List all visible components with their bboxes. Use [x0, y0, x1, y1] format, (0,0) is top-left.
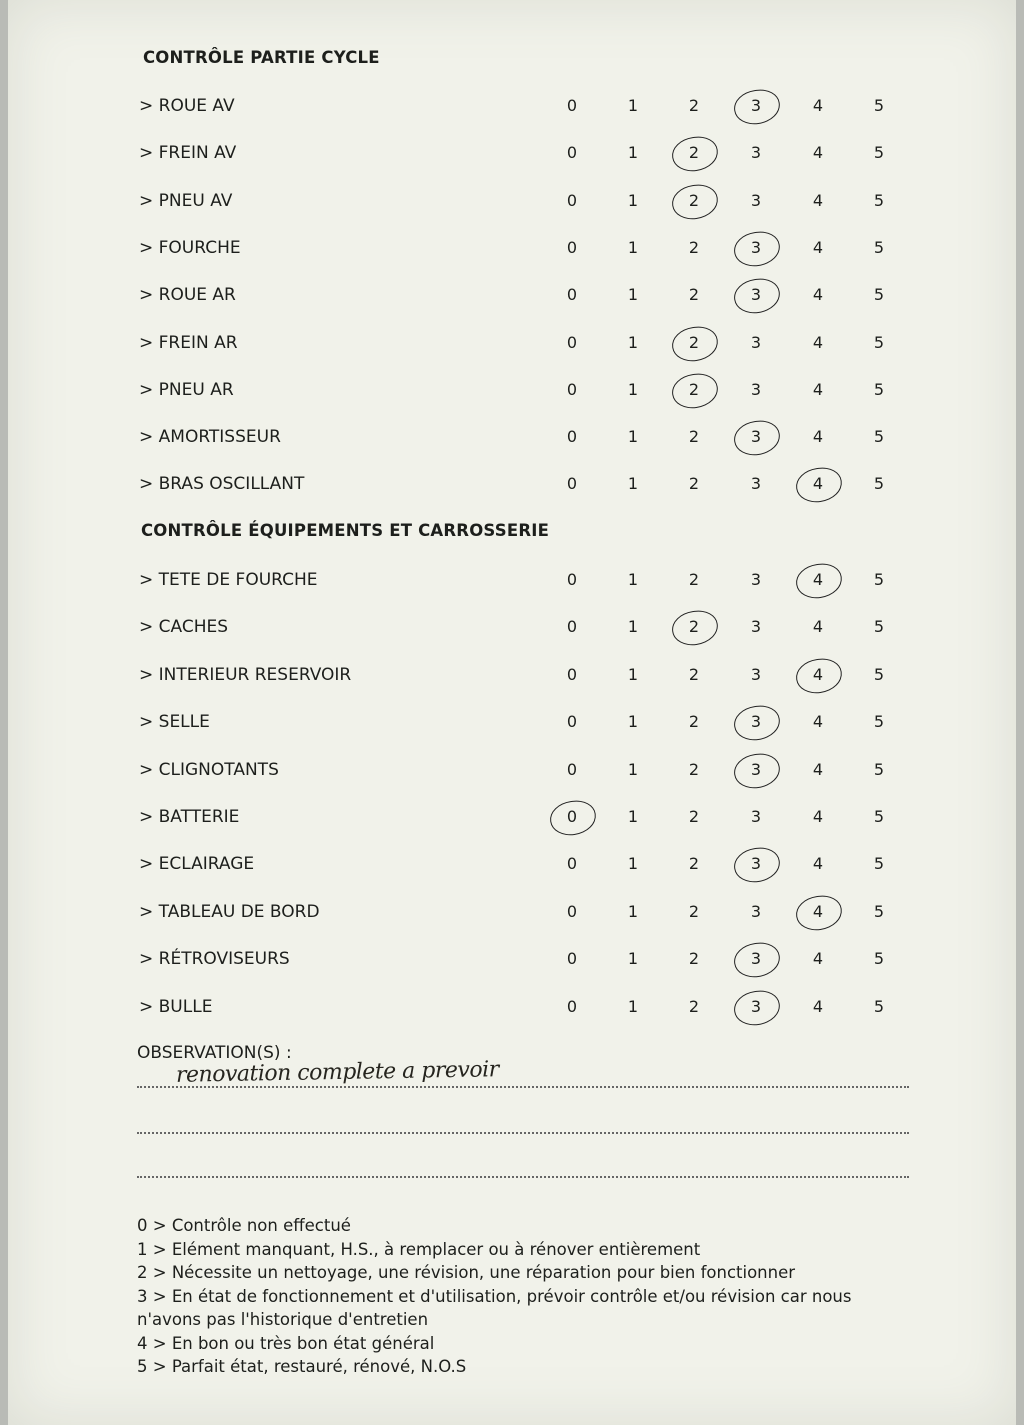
score-option[interactable]: 5 [873, 237, 885, 257]
score-option[interactable]: 4 [812, 96, 824, 115]
legend-item: 0 > Contrôle non effectué [137, 1216, 351, 1235]
checklist-row [8, 469, 1016, 499]
score-option[interactable]: 1 [627, 664, 639, 684]
score-option[interactable]: 3 [750, 664, 762, 684]
score-option-circled[interactable]: 4 [798, 469, 838, 499]
checklist-item-label: > RÉTROVISEURS [139, 949, 290, 970]
score-option[interactable]: 0 [566, 996, 578, 1016]
observations-line-3 [137, 1176, 909, 1178]
score-option[interactable]: 2 [688, 237, 700, 257]
score-option[interactable]: 4 [812, 237, 824, 257]
score-option[interactable]: 0 [566, 854, 578, 874]
checklist-row [8, 992, 1016, 1022]
checklist-row [8, 755, 1016, 785]
score-option[interactable]: 5 [873, 570, 885, 589]
score-option[interactable]: 2 [688, 285, 700, 305]
score-option-circled[interactable]: 0 [552, 802, 592, 832]
score-option-circled[interactable]: 3 [736, 992, 776, 1022]
legend-item: 1 > Elément manquant, H.S., à remplacer ou à rénover entièrement [137, 1239, 701, 1259]
score-option[interactable]: 5 [873, 617, 885, 637]
score-option[interactable]: 5 [873, 143, 885, 163]
score-option[interactable]: 4 [812, 807, 824, 826]
score-option[interactable]: 1 [627, 285, 639, 305]
score-option[interactable]: 0 [566, 759, 578, 779]
score-option[interactable]: 2 [688, 474, 700, 494]
score-option[interactable]: 1 [627, 332, 639, 352]
checklist-row [8, 91, 1016, 121]
score-option[interactable]: 1 [627, 807, 639, 826]
score-option-circled[interactable]: 3 [736, 422, 776, 452]
score-option-circled[interactable]: 2 [674, 612, 714, 642]
score-option[interactable]: 5 [873, 474, 885, 494]
score-option[interactable]: 4 [812, 759, 824, 779]
score-option[interactable]: 5 [873, 759, 885, 779]
score-option[interactable]: 1 [627, 901, 639, 921]
checklist-item-label: > PNEU AR [139, 379, 234, 400]
scoring-legend [137, 1214, 907, 1379]
score-option[interactable]: 5 [873, 901, 885, 921]
score-option[interactable]: 3 [750, 379, 762, 399]
observations-handwritten-note: renovation complete a prevoir [175, 1057, 499, 1088]
legend-item: 3 > En état de fonctionnement et d'utilisation, prévoir contrôle et/ou révision car nous n'avons pas l'historique d'entretien [137, 1286, 852, 1329]
checklist-item-label: > PNEU AV [139, 190, 233, 211]
score-option[interactable]: 2 [688, 901, 700, 921]
score-option[interactable]: 1 [627, 96, 639, 115]
checklist-row [8, 802, 1016, 832]
score-option[interactable]: 5 [873, 285, 885, 305]
score-option[interactable]: 0 [566, 379, 578, 399]
score-option[interactable]: 4 [812, 996, 824, 1016]
score-option[interactable]: 3 [750, 807, 762, 826]
checklist-row [8, 897, 1016, 927]
score-option-circled[interactable]: 3 [736, 849, 776, 879]
score-option-circled[interactable]: 3 [736, 233, 776, 263]
score-option[interactable]: 0 [566, 427, 578, 447]
score-option[interactable]: 5 [873, 96, 885, 115]
score-option[interactable]: 1 [627, 237, 639, 257]
score-option[interactable]: 2 [688, 854, 700, 874]
score-option-circled[interactable]: 3 [736, 755, 776, 785]
score-option-circled[interactable]: 3 [736, 91, 776, 121]
score-option-circled[interactable]: 4 [798, 897, 838, 927]
score-option[interactable]: 1 [627, 617, 639, 637]
checklist-item-label: > CLIGNOTANTS [139, 759, 279, 780]
score-option[interactable]: 4 [812, 379, 824, 399]
score-option[interactable]: 3 [750, 901, 762, 921]
score-option[interactable]: 1 [627, 759, 639, 779]
score-option-circled[interactable]: 2 [674, 375, 714, 405]
checklist-item-label: > ROUE AV [139, 96, 235, 116]
checklist-item-label: > ECLAIRAGE [139, 854, 255, 875]
score-option[interactable]: 4 [812, 143, 824, 163]
checklist-row [8, 422, 1016, 452]
score-option[interactable]: 5 [873, 664, 885, 684]
checklist-item-label: > SELLE [139, 712, 210, 733]
score-option-circled[interactable]: 3 [736, 280, 776, 310]
checklist-sheet [8, 0, 1016, 1425]
score-option[interactable]: 3 [750, 474, 762, 494]
score-option[interactable]: 1 [627, 854, 639, 874]
score-option[interactable]: 0 [566, 96, 578, 115]
score-option[interactable]: 1 [627, 190, 639, 210]
score-option[interactable]: 5 [873, 190, 885, 210]
checklist-item-label: > FOURCHE [139, 237, 241, 258]
legend-item: 5 > Parfait état, restauré, rénové, N.O.S [137, 1357, 467, 1376]
score-option[interactable]: 5 [873, 807, 885, 826]
score-option-circled[interactable]: 4 [798, 565, 838, 595]
checklist-row [8, 328, 1016, 358]
score-option[interactable]: 2 [688, 570, 700, 589]
observations-line-2 [137, 1132, 909, 1134]
score-option[interactable]: 2 [688, 996, 700, 1016]
score-option[interactable]: 2 [688, 759, 700, 779]
checklist-item-label: > ROUE AR [139, 285, 236, 306]
score-option[interactable]: 4 [812, 285, 824, 305]
score-option[interactable]: 2 [688, 427, 700, 447]
checklist-item-label: > FREIN AR [139, 332, 238, 353]
checklist-item-label: > INTERIEUR RESERVOIR [139, 664, 352, 685]
observations-label: OBSERVATION(S) : [137, 1043, 292, 1063]
score-option-circled[interactable]: 2 [674, 328, 714, 358]
score-option[interactable]: 5 [873, 854, 885, 874]
observations-line-1 [137, 1086, 909, 1088]
score-option[interactable]: 0 [566, 143, 578, 163]
score-option[interactable]: 2 [688, 664, 700, 684]
score-option[interactable]: 0 [566, 285, 578, 305]
checklist-item-label: > BATTERIE [139, 807, 240, 827]
legend-item: 4 > En bon ou très bon état général [137, 1333, 435, 1353]
score-option[interactable]: 1 [627, 379, 639, 399]
score-option[interactable]: 0 [566, 617, 578, 637]
checklist-row [8, 612, 1016, 642]
score-option[interactable]: 3 [750, 143, 762, 163]
checklist-row [8, 707, 1016, 737]
score-option-circled[interactable]: 3 [736, 707, 776, 737]
score-option[interactable]: 5 [873, 996, 885, 1016]
checklist-row [8, 660, 1016, 690]
checklist-row [8, 849, 1016, 879]
score-option[interactable]: 1 [627, 712, 639, 732]
score-option[interactable]: 2 [688, 712, 700, 732]
checklist-item-label: > BRAS OSCILLANT [139, 474, 305, 495]
checklist-row [8, 280, 1016, 310]
score-option[interactable]: 5 [873, 379, 885, 399]
score-option[interactable]: 3 [750, 332, 762, 352]
section-title-equipements: CONTRÔLE ÉQUIPEMENTS ET CARROSSERIE [141, 521, 550, 540]
score-option-circled[interactable]: 2 [674, 138, 714, 168]
checklist-row [8, 375, 1016, 405]
score-option[interactable]: 0 [566, 332, 578, 352]
score-option[interactable]: 3 [750, 617, 762, 637]
score-option-circled[interactable]: 4 [798, 660, 838, 690]
checklist-item-label: > TABLEAU DE BORD [139, 901, 320, 922]
score-option[interactable]: 1 [627, 996, 639, 1016]
score-option-circled[interactable]: 3 [736, 944, 776, 974]
checklist-item-label: > CACHES [139, 617, 229, 638]
score-option[interactable]: 4 [812, 949, 824, 969]
score-option[interactable]: 2 [688, 807, 700, 826]
checklist-row [8, 565, 1016, 595]
score-option[interactable]: 2 [688, 96, 700, 115]
score-option[interactable]: 0 [566, 237, 578, 257]
score-option[interactable]: 3 [750, 570, 762, 589]
checklist-row [8, 233, 1016, 263]
score-option[interactable]: 4 [812, 854, 824, 874]
checklist-row [8, 186, 1016, 216]
score-option[interactable]: 4 [812, 332, 824, 352]
score-option[interactable]: 0 [566, 570, 578, 589]
legend-item: 2 > Nécessite un nettoyage, une révision, une réparation pour bien fonctionner [137, 1263, 796, 1282]
score-option[interactable]: 4 [812, 712, 824, 732]
score-option[interactable]: 1 [627, 949, 639, 969]
score-option[interactable]: 3 [750, 190, 762, 210]
checklist-item-label: > TETE DE FOURCHE [139, 570, 318, 590]
checklist-row [8, 944, 1016, 974]
score-option[interactable]: 1 [627, 427, 639, 447]
score-option[interactable]: 5 [873, 332, 885, 352]
score-option[interactable]: 1 [627, 143, 639, 163]
score-option[interactable]: 5 [873, 427, 885, 447]
score-option[interactable]: 5 [873, 712, 885, 732]
score-option[interactable]: 0 [566, 664, 578, 684]
score-option[interactable]: 4 [812, 617, 824, 637]
score-option[interactable]: 1 [627, 474, 639, 494]
checklist-item-label: > FREIN AV [139, 143, 237, 164]
score-option[interactable]: 0 [566, 474, 578, 494]
score-option[interactable]: 2 [688, 949, 700, 969]
score-option[interactable]: 0 [566, 949, 578, 969]
checklist-row [8, 138, 1016, 168]
score-option[interactable]: 0 [566, 190, 578, 210]
score-option[interactable]: 0 [566, 901, 578, 921]
checklist-item-label: > AMORTISSEUR [139, 427, 281, 448]
score-option[interactable]: 4 [812, 427, 824, 447]
score-option[interactable]: 0 [566, 712, 578, 732]
score-option[interactable]: 1 [627, 570, 639, 589]
score-option[interactable]: 5 [873, 949, 885, 969]
section-title-cycle: CONTRÔLE PARTIE CYCLE [143, 48, 380, 67]
score-option[interactable]: 4 [812, 190, 824, 210]
score-option-circled[interactable]: 2 [674, 186, 714, 216]
checklist-item-label: > BULLE [139, 996, 213, 1017]
